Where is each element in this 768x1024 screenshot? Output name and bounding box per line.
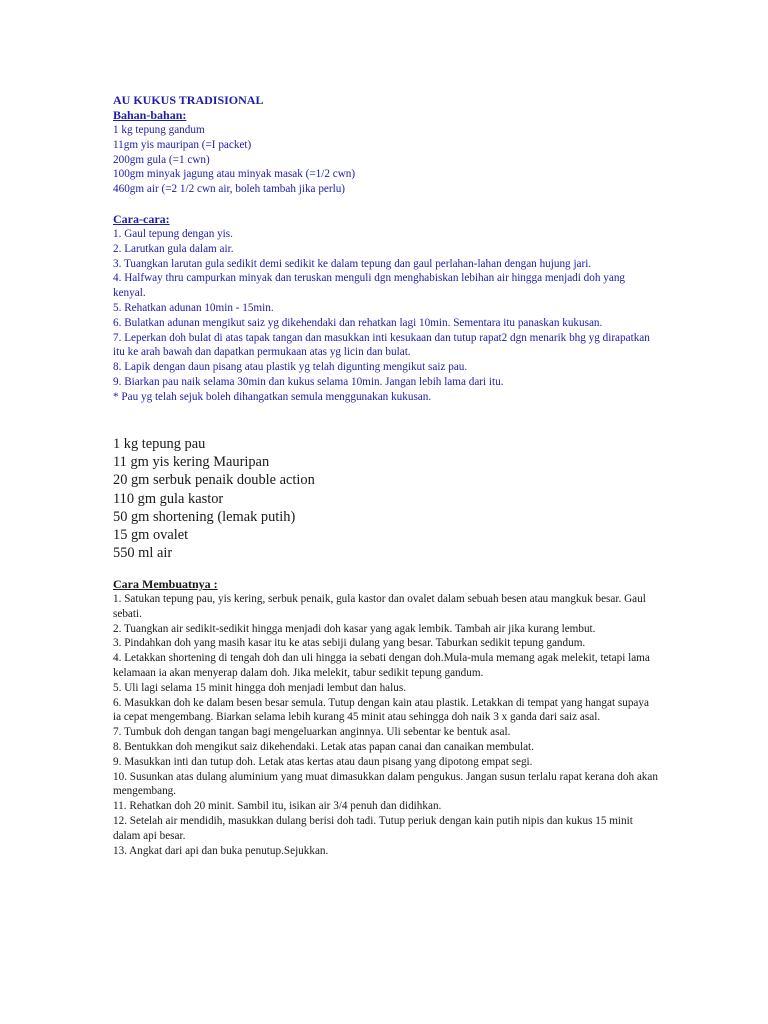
method-step: 6. Masukkan doh ke dalam besen besar semula. Tutup dengan kain atau plastik. Letakkan di tempat yang hangat supaya ia cepat mengembang. Biarkan selama lebih kurang 45 minit atau sehingga doh naik 3 x ganda dari saiz asal. xyxy=(113,696,649,724)
method-step: 11. Rehatkan doh 20 minit. Sambil itu, isikan air 3/4 penuh dan didihkan. xyxy=(113,800,442,813)
ingredient-item: 11gm yis mauripan (=I packet) xyxy=(113,138,252,151)
method-step: 1. Satukan tepung pau, yis kering, serbuk penaik, gula kastor dan ovalet dalam sebuah besen atau mangkuk besar. Gaul sebati. xyxy=(113,593,646,620)
ingredients-heading: Bahan-bahan: xyxy=(113,108,187,122)
pau-method xyxy=(113,577,658,858)
method-step: 3. Tuangkan larutan gula sedikit demi sedikit ke dalam tepung dan gaul perlahan-lahan dengan hujung jari. xyxy=(113,257,592,270)
ingredient-item: 550 ml air xyxy=(113,545,173,562)
method-heading: Cara Membuatnya : xyxy=(113,577,218,591)
recipe-tradisional xyxy=(113,93,658,405)
method-heading: Cara-cara: xyxy=(113,211,170,226)
method-step: 9. Biarkan pau naik selama 30min dan kukus selama 10min. Jangan lebih lama dari itu. xyxy=(113,375,504,388)
method-steps xyxy=(113,227,658,405)
ingredient-item: 1 kg tepung pau xyxy=(113,436,206,452)
method-step: 8. Bentukkan doh mengikut saiz dikehendaki. Letak atas papan canai dan canaikan membulat. xyxy=(113,740,534,753)
ingredient-item: 50 gm shortening (lemak putih) xyxy=(113,508,296,525)
ingredient-item: 20 gm serbuk penaik double action xyxy=(113,472,315,489)
method-step: 9. Masukkan inti dan tutup doh. Letak atas kertas atau daun pisang yang dipotong empat segi. xyxy=(113,755,533,768)
recipe-title: AU KUKUS TRADISIONAL xyxy=(113,93,264,107)
pau-ingredients xyxy=(113,435,658,562)
method-step: 7. Tumbuk doh dengan tangan bagi mengeluarkan anginnya. Uli sebentar ke bentuk asal. xyxy=(113,726,511,739)
method-step: 2. Larutkan gula dalam air. xyxy=(113,242,234,255)
method-steps xyxy=(113,592,658,858)
method-step: 8. Lapik dengan daun pisang atau plastik yg telah digunting mengikut saiz pau. xyxy=(113,361,468,374)
method-step: 12. Setelah air mendidih, masukkan dulang berisi doh tadi. Tutup periuk dengan kain putih nipis dan kukus 15 minit dalam api besar. xyxy=(113,814,633,842)
method-step: 5. Uli lagi selama 15 minit hingga doh menjadi lembut dan halus. xyxy=(113,681,406,694)
method-step: 4. Halfway thru campurkan minyak dan teruskan menguli dgn menghabiskan lebihan air hingga menjadi doh yang kenyal. xyxy=(113,272,626,300)
method-note: * Pau yg telah sejuk boleh dihangatkan semula menggunakan kukusan. xyxy=(113,390,432,403)
method-step: 4. Letakkan shortening di tengah doh dan uli hingga ia sebati dengan doh.Mula-mula memang agak melekit, tetapi lama kelamaan ia akan menyerap dalam doh. Jika melekit, tabur sedikit tepung gandum. xyxy=(113,652,650,679)
ingredient-item: 110 gm gula kastor xyxy=(113,490,224,507)
ingredient-item: 1 kg tepung gandum xyxy=(113,124,205,136)
method-step: 6. Bulatkan adunan mengikut saiz yg dikehendaki dan rehatkan lagi 10min. Sementara itu panaskan kukusan. xyxy=(113,316,603,329)
ingredient-item: 11 gm yis kering Mauripan xyxy=(113,454,270,471)
ingredients-list xyxy=(113,123,658,197)
ingredient-item: 460gm air (=2 1/2 cwn air, boleh tambah jika perlu) xyxy=(113,183,346,196)
method-step: 3. Pindahkan doh yang masih kasar itu ke atas sebiji dulang yang besar. Taburkan sedikit tepung gandum. xyxy=(113,637,586,650)
method-step: 2. Tuangkan air sedikit-sedikit hingga menjadi doh kasar yang agak lembik. Tambah air jika kurang lembut. xyxy=(113,622,596,635)
method-step: 5. Rehatkan adunan 10min - 15min. xyxy=(113,301,274,314)
method-step: 13. Angkat dari api dan buka penutup.Sejukkan. xyxy=(113,844,329,857)
method-step: 10. Susunkan atas dulang aluminium yang muat dimasukkan dalam pengukus. Jangan susun terlalu rapat kerana doh akan mengembang. xyxy=(113,770,658,798)
method-step: 7. Leperkan doh bulat di atas tapak tangan dan masukkan inti kesukaan dan tutup rapat2 dgn menarik bhg yg dirapatkan itu ke arah bawah dan dapatkan permukaan atas yg licin dan bulat. xyxy=(113,331,650,359)
method-step: 1. Gaul tepung dengan yis. xyxy=(113,227,233,240)
ingredient-item: 200gm gula (=1 cwn) xyxy=(113,153,210,166)
ingredient-item: 100gm minyak jagung atau minyak masak (=1/2 cwn) xyxy=(113,168,356,181)
spacer xyxy=(113,197,658,212)
ingredient-item: 15 gm ovalet xyxy=(113,527,189,544)
